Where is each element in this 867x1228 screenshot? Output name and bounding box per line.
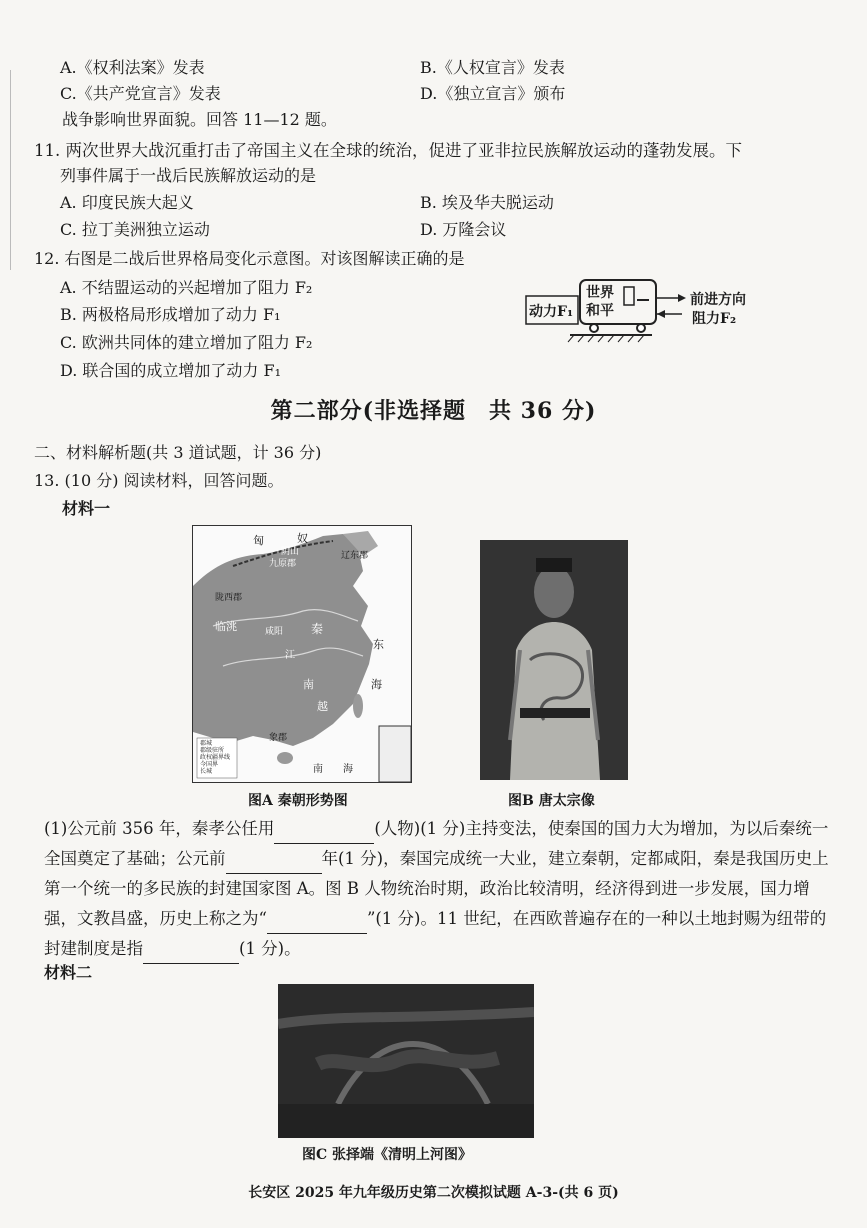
q11-option-a: A. 印度民族大起义 bbox=[60, 193, 194, 212]
q13-part1-text bbox=[44, 814, 834, 964]
painting-drawing bbox=[278, 984, 534, 1138]
map-label-nanhai-nan: 南 bbox=[313, 764, 323, 775]
direction-label: 前进方向 bbox=[690, 292, 746, 308]
map-label-xianyang: 咸阳 bbox=[265, 627, 284, 637]
q11-option-b: B. 埃及华夫脱运动 bbox=[420, 193, 554, 212]
q11-stem-line2: 列事件属于一战后民族解放运动的是 bbox=[60, 166, 317, 185]
legend-item: 政权疆界线 bbox=[200, 754, 231, 761]
map-label-yinshan: 阴山 bbox=[281, 547, 300, 557]
part2-title: 第二部分(非选择题 共 36 分) bbox=[270, 398, 597, 424]
answer-blank-system[interactable] bbox=[143, 945, 239, 964]
q12-option-d: D. 联合国的成立增加了动力 F₁ bbox=[60, 361, 282, 380]
qingming-painting bbox=[278, 984, 534, 1138]
q13-1-segment: (人物)(1 分)主持变法，使秦国的国力大为增加，为以后秦统一全国奠定了基础；公元前 bbox=[44, 819, 829, 868]
caption-figure-b: 图B 唐太宗像 bbox=[508, 793, 595, 809]
tang-taizong-portrait bbox=[480, 540, 628, 780]
legend-item: 郡级驻所 bbox=[200, 747, 225, 754]
material1-label: 材料一 bbox=[62, 499, 111, 518]
q13-1-segment: (1 分)。 bbox=[239, 939, 301, 958]
q11-stem-line1: 11. 两次世界大战沉重打击了帝国主义在全球的统治，促进了亚非拉民族解放运动的蓬勃发展。下 bbox=[34, 141, 742, 160]
q11-option-c: C. 拉丁美洲独立运动 bbox=[60, 220, 210, 239]
q13-stem: 13. (10 分) 阅读材料，回答问题。 bbox=[34, 471, 284, 490]
page-footer: 长安区 2025 年九年级历史第二次模拟试题 A-3-(共 6 页) bbox=[248, 1185, 619, 1201]
map-label-dong: 东 bbox=[373, 638, 384, 651]
legend-item: 今国界 bbox=[200, 761, 219, 768]
force-f1-label: 动力F₁ bbox=[529, 304, 574, 320]
q10-option-c: C.《共产党宣言》发表 bbox=[60, 84, 221, 103]
map-label-hai: 海 bbox=[371, 678, 382, 691]
q13-1-segment: (1)公元前 356 年，秦孝公任用 bbox=[44, 819, 275, 838]
legend-item: 长城 bbox=[200, 768, 213, 775]
map-label-nan: 南 bbox=[303, 678, 314, 691]
vehicle-label-world: 世界 bbox=[586, 285, 614, 301]
q12-option-c: C. 欧洲共同体的建立增加了阻力 F₂ bbox=[60, 333, 313, 352]
intro-11-12: 战争影响世界面貌。回答 11—12 题。 bbox=[62, 110, 337, 129]
q13-1-segment: ”(1 分)。11 世纪，在西欧普遍存在的一种以土地封赐为纽带的封建制度是指 bbox=[44, 909, 827, 958]
map-label-longxi: 陇西郡 bbox=[215, 593, 243, 603]
world-pattern-diagram bbox=[520, 278, 770, 348]
q12-option-b: B. 两极格局形成增加了动力 F₁ bbox=[60, 305, 281, 324]
map-label-xiong: 匈 bbox=[253, 534, 264, 547]
q10-option-d: D.《独立宣言》颁布 bbox=[420, 84, 566, 103]
margin-rule bbox=[10, 70, 11, 270]
map-label-nu: 奴 bbox=[297, 532, 308, 545]
force-f2-label: 阻力F₂ bbox=[692, 311, 737, 327]
map-label-xiangjun: 象郡 bbox=[269, 733, 288, 743]
q10-option-a: A.《权利法案》发表 bbox=[60, 58, 205, 77]
caption-figure-c: 图C 张择端《清明上河图》 bbox=[302, 1147, 473, 1163]
caption-figure-a: 图A 秦朝形势图 bbox=[248, 793, 348, 809]
q10-option-b: B.《人权宣言》发表 bbox=[420, 58, 565, 77]
section2-heading: 二、材料解析题(共 3 道试题，计 36 分) bbox=[34, 443, 322, 462]
material2-label: 材料二 bbox=[44, 963, 93, 982]
map-label-lintao: 临洮 bbox=[215, 620, 237, 633]
vehicle-label-peace: 和平 bbox=[586, 303, 614, 319]
q11-option-d: D. 万隆会议 bbox=[420, 220, 507, 239]
answer-blank-year[interactable] bbox=[226, 855, 322, 874]
map-label-jiuyuan: 九原郡 bbox=[269, 559, 297, 569]
portrait-drawing bbox=[480, 540, 628, 780]
q12-stem: 12. 右图是二战后世界格局变化示意图。对该图解读正确的是 bbox=[34, 249, 465, 268]
q13-1-segment: 年(1 分)，秦国完成统一大业，建立秦朝，定都咸阳，秦是我国历史上第一个统一的多民族的封建国家图 A。图 B 人物统治时期，政治比较清明，经济得到进一步发展，国力增强，文教昌盛，历史上称之为“ bbox=[44, 849, 829, 928]
map-label-jiang: 江 bbox=[285, 650, 295, 661]
map-label-qin: 秦 bbox=[311, 622, 324, 636]
qin-map bbox=[192, 525, 412, 783]
legend-item: 郡城 bbox=[200, 740, 213, 747]
q12-option-a: A. 不结盟运动的兴起增加了阻力 F₂ bbox=[60, 278, 313, 297]
map-label-nanhai-hai: 海 bbox=[343, 764, 353, 775]
map-label-liaodong: 辽东郡 bbox=[341, 551, 369, 561]
answer-blank-person[interactable] bbox=[274, 825, 374, 844]
map-label-yue: 越 bbox=[317, 700, 328, 713]
answer-blank-era[interactable] bbox=[267, 915, 367, 934]
map-legend bbox=[200, 740, 230, 775]
